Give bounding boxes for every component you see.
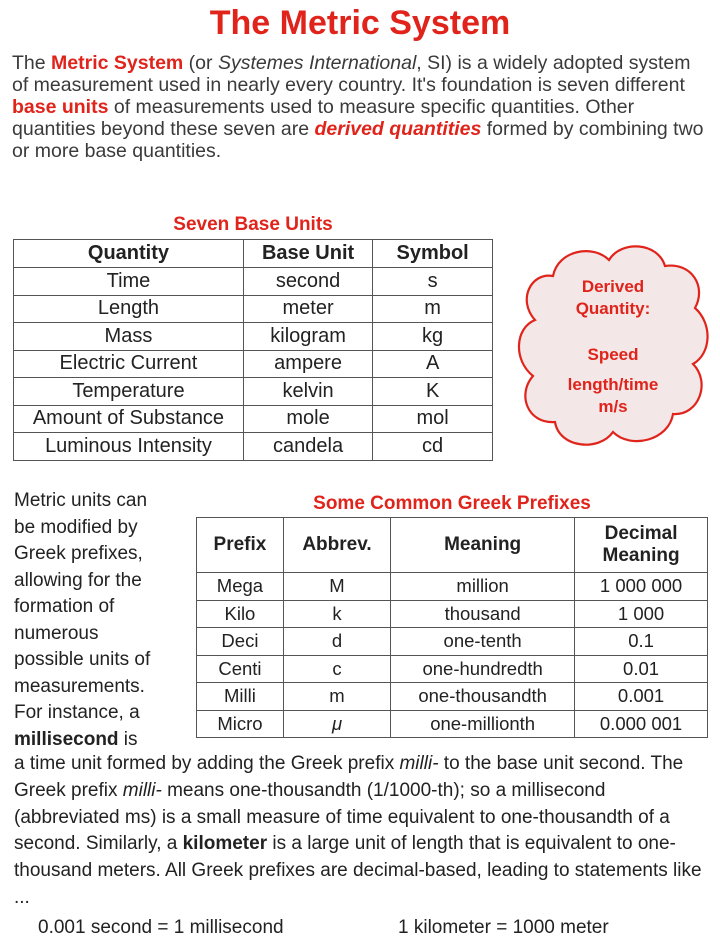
page-title: The Metric System	[209, 4, 511, 42]
table-row	[14, 268, 493, 296]
table-row	[197, 710, 708, 738]
table-row	[197, 683, 708, 711]
body-paragraph: a time unit formed by adding the Greek prefix milli- to the base unit second. The Greek prefix milli- means one-thousandth (1/1000-th); so a millisecond (abbreviated ms) is a small measure of time equivalent to one-thousandth of a second. Similarly, a kilometer is a large unit of length that is equivalent to one-thousand meters. All Greek prefixes are decimal-based, leading to statements like ...	[14, 753, 702, 908]
metric-system-term: Metric System	[51, 52, 184, 74]
table-cell: Temperature	[14, 378, 244, 406]
table-row	[197, 655, 708, 683]
table-cell: thousand	[391, 600, 575, 628]
table-cell: million	[391, 573, 575, 601]
table-cell: A	[373, 350, 493, 378]
column-header: Prefix	[197, 518, 284, 573]
intro-paragraph: The Metric System (or Systemes International, SI) is a widely adopted system of measurement used in nearly every country. It's foundation is seven different base units of measurements used to measure specific quantities. Other quantities beyond these seven are derived quantities formed by combining two or more base quantities.	[12, 52, 704, 162]
table-cell: m	[283, 683, 390, 711]
table-header-row	[197, 518, 708, 573]
cloud-line-speed: Speed	[587, 345, 639, 364]
millisecond-term: millisecond	[14, 728, 119, 750]
column-header: Abbrev.	[283, 518, 390, 573]
table-cell: 0.000 001	[575, 710, 708, 738]
column-header: Decimal Meaning	[575, 518, 708, 573]
table-cell: s	[373, 268, 493, 296]
table-cell: Centi	[197, 655, 284, 683]
table-cell: one-millionth	[391, 710, 575, 738]
column-header: Symbol	[373, 240, 493, 268]
table-cell: 0.001	[575, 683, 708, 711]
table-cell: meter	[243, 295, 372, 323]
table-cell: second	[243, 268, 372, 296]
cloud-line-formula: length/time	[567, 375, 659, 394]
milli-prefix-term: milli-	[399, 753, 439, 774]
table-cell: 0.1	[575, 628, 708, 656]
table-cell: Amount of Substance	[14, 405, 244, 433]
table-row	[14, 405, 493, 433]
table-cell: 1 000 000	[575, 573, 708, 601]
equation-kilometer: 1 kilometer = 1000 meter	[398, 917, 609, 938]
column-header: Base Unit	[243, 240, 372, 268]
table-cell: one-thousandth	[391, 683, 575, 711]
table-cell: c	[283, 655, 390, 683]
table-row	[14, 350, 493, 378]
side-paragraph: Metric units can be modified by Greek prefixes, allowing for the formation of numerous possible units of measurements. For instance, a millisecond is	[14, 490, 151, 750]
table-row	[14, 323, 493, 351]
table-cell: Luminous Intensity	[14, 433, 244, 461]
greek-prefix-table	[196, 517, 708, 738]
table-cell: Electric Current	[14, 350, 244, 378]
kilometer-term: kilometer	[182, 833, 268, 855]
table-cell: m	[373, 295, 493, 323]
table-cell: μ	[283, 710, 390, 738]
table-cell: 1 000	[575, 600, 708, 628]
table-cell: mol	[373, 405, 493, 433]
table-cell: Milli	[197, 683, 284, 711]
table-cell: kilogram	[243, 323, 372, 351]
table-cell: M	[283, 573, 390, 601]
table-row	[14, 378, 493, 406]
table-cell: Mass	[14, 323, 244, 351]
column-header: Quantity	[14, 240, 244, 268]
equation-millisecond: 0.001 second = 1 millisecond	[38, 917, 284, 938]
table-cell: d	[283, 628, 390, 656]
table-cell: kelvin	[243, 378, 372, 406]
table-cell: Length	[14, 295, 244, 323]
table-cell: one-hundredth	[391, 655, 575, 683]
cloud-line-derived: Derived	[581, 277, 645, 296]
table-cell: Kilo	[197, 600, 284, 628]
table-cell: Time	[14, 268, 244, 296]
table-row	[14, 433, 493, 461]
table-cell: 0.01	[575, 655, 708, 683]
table-cell: Micro	[197, 710, 284, 738]
cloud-line-quantity: Quantity:	[575, 299, 651, 318]
table-row	[197, 628, 708, 656]
cloud-line-unit: m/s	[598, 397, 628, 416]
table-cell: Deci	[197, 628, 284, 656]
table-row	[197, 600, 708, 628]
base-units-table	[13, 239, 493, 461]
base-units-caption: Seven Base Units	[173, 214, 333, 235]
table-cell: kg	[373, 323, 493, 351]
milli-prefix-term: milli-	[122, 779, 162, 801]
table-cell: candela	[243, 433, 372, 461]
table-row	[14, 295, 493, 323]
derived-quantities-term: derived quantities	[314, 118, 482, 140]
table-cell: K	[373, 378, 493, 406]
table-cell: Mega	[197, 573, 284, 601]
table-cell: ampere	[243, 350, 372, 378]
table-cell: cd	[373, 433, 493, 461]
systemes-term: Systemes International	[217, 52, 417, 74]
table-cell: k	[283, 600, 390, 628]
table-row	[197, 573, 708, 601]
table-cell: mole	[243, 405, 372, 433]
column-header: Meaning	[391, 518, 575, 573]
prefix-caption: Some Common Greek Prefixes	[313, 493, 591, 514]
table-header-row	[14, 240, 493, 268]
table-cell: one-tenth	[391, 628, 575, 656]
base-units-term: base units	[12, 96, 109, 118]
